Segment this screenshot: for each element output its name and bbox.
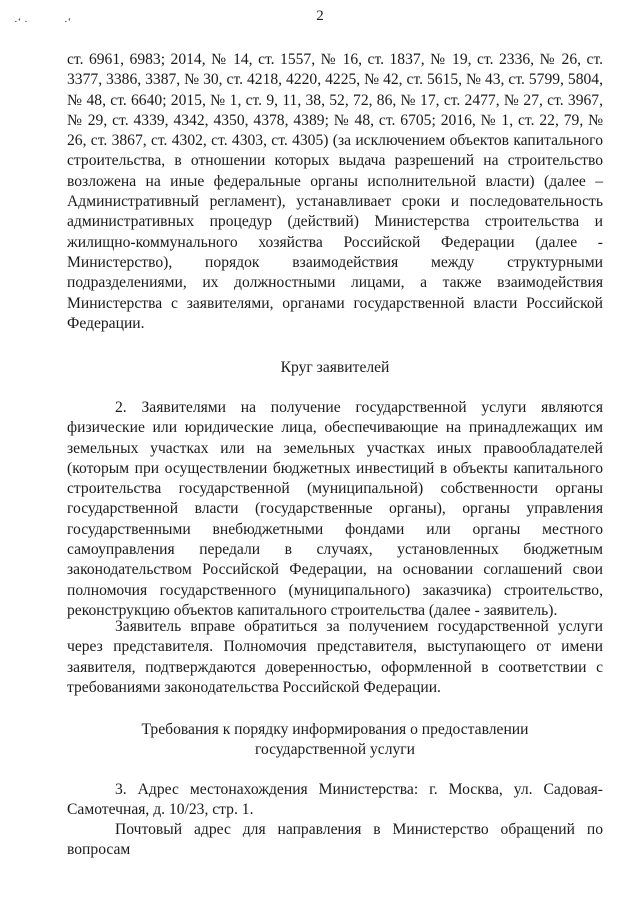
- paragraph-ministry-address: 3. Адрес местонахождения Министерства: г. Москва, ул. Садовая-Самотечная, д. 10/23, стр. 1.: [67, 781, 603, 819]
- paragraph-representative: Заявитель вправе обратиться за получением государственной услуги через представителя. Полномочия представителя, выступающего от имени заявителя, подтверждаются доверенностью, оформленной в соответствии с требованиями законодательства Российской Федерации.: [67, 618, 603, 696]
- heading-text: Круг заявителей: [280, 359, 390, 376]
- scan-artifact-mark: ·ʻ ·: [14, 16, 28, 28]
- heading-text-line2: государственной услуги: [254, 741, 416, 759]
- heading-text-line1: Требования к порядку информирования о предоставлении: [141, 721, 529, 738]
- section-heading-informing-requirements: [67, 720, 603, 761]
- paragraph-applicants-definition: 2. Заявителями на получение государственной услуги являются физические или юридические лица, обеспечивающие на принадлежащих им земельных участках или на земельных участках иных правообладателей (которым при осуществлении бюджетных инвестиций в объекты капитального строительства государственной (муниципальной) собственности органы государственной власти (государственные органы), органы управления государственными внебюджетными фондами или органы местного самоуправления передали в случаях, установленных бюджетным законодательством Российской Федерации, на основании соглашений свои полномочия государственного (муниципального) заказчика) строительство, реконструкцию объектов капитального строительства (далее - заявитель).: [67, 399, 603, 619]
- scan-artifact-mark: ·ʻ: [64, 16, 72, 28]
- section-heading-applicants: [67, 358, 603, 378]
- paragraph-legal-references: ст. 6961, 6983; 2014, № 14, ст. 1557, № 16, ст. 1837, № 19, ст. 2336, № 26, ст. 3377, 3386, 3387, № 30, ст. 4218, 4220, 4225, № 42, ст. 5615, № 43, ст. 5799, 5804, № 48, ст. 6640; 2015, № 1, ст. 9, 11, 38, 52, 72, 86, № 17, ст. 2477, № 27, ст. 3967, № 29, ст. 4339, 4342, 4350, 4378, 4389; № 48, ст. 6705; 2016, № 1, ст. 22, 79, № 26, ст. 3867, ст. 4302, ст. 4303, ст. 4305) (за исключением объектов капитального строительства, в отношении которых выдача разрешений на строительство возложена на иные федеральные органы исполнительной власти) (далее – Административный регламент), устанавливает сроки и последовательность административных процедур (действий) Министерства строительства и жилищно-коммунального хозяйства Российской Федерации (далее - Министерство), порядок взаимодействия между структурными подразделениями, их должностными лицами, а также взаимодействия Министерства с заявителями, органами государственной власти Российской Федерации.: [67, 51, 603, 332]
- paragraph-postal-address: Почтовый адрес для направления в Министерство обращений по вопросам: [67, 821, 603, 859]
- page-number: 2: [316, 8, 324, 24]
